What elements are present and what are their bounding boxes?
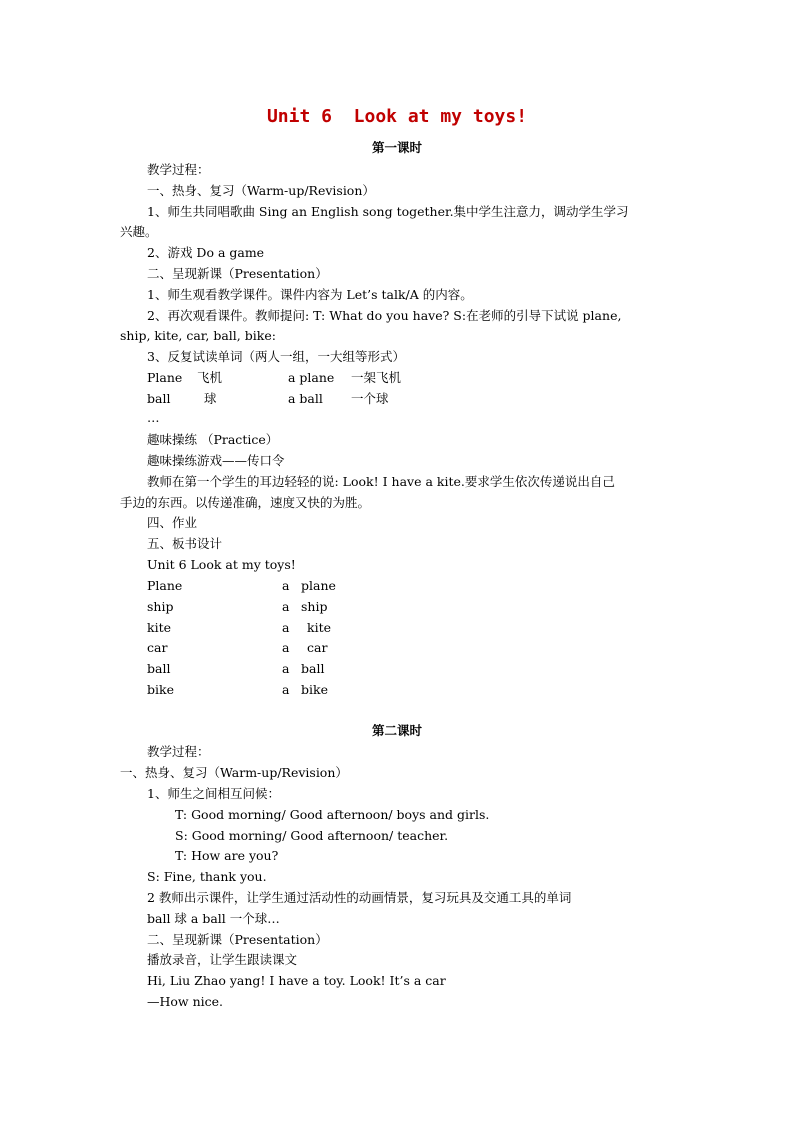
- lesson1-presentation-item2-cont: ship, kite, car, ball, bike:: [120, 328, 276, 343]
- board-noun: car: [307, 640, 328, 655]
- lesson1-process-label: 教学过程：: [147, 162, 210, 177]
- lesson1-board-design: 五、板书设计: [147, 536, 223, 551]
- board-word: ship: [147, 599, 174, 614]
- board-word: kite: [147, 620, 171, 635]
- board-word: car: [147, 640, 168, 655]
- lesson1-section-presentation: 二、呈现新课（Presentation）: [147, 266, 328, 281]
- vocab-word: ball: [147, 391, 171, 406]
- vocab-meaning: 飞机: [197, 370, 223, 385]
- board-article: a: [282, 661, 290, 676]
- document-title: Unit 6 Look at my toys!: [266, 106, 528, 127]
- lesson1-presentation-item1: 1、师生观看教学课件。课件内容为 Let’s talk/A 的内容。: [147, 287, 473, 302]
- board-title: Unit 6 Look at my toys!: [147, 557, 296, 572]
- vocab-meaning: 球: [204, 391, 217, 406]
- lesson2-text-line: Hi, Liu Zhao yang! I have a toy. Look! It’s a car: [147, 973, 446, 988]
- board-noun: bike: [301, 682, 328, 697]
- lesson1-game-desc: 教师在第一个学生的耳边轻轻的说: Look! I have a kite.要求学生依次传递说出自己: [147, 474, 615, 489]
- vocab-phrase-meaning: 一个球: [351, 391, 389, 406]
- board-article: a: [282, 640, 290, 655]
- board-article: a: [282, 578, 290, 593]
- vocab-word: Plane: [147, 370, 183, 385]
- lesson2-heading: 第二课时: [371, 723, 422, 738]
- lesson1-presentation-item2: 2、再次观看课件。教师提问: T: What do you have? S:在老师的引导下试说 plane,: [147, 308, 622, 323]
- board-noun: plane: [301, 578, 336, 593]
- lesson2-warmup-item1: 1、师生之间相互问候：: [147, 786, 280, 801]
- lesson1-heading: 第一课时: [371, 140, 422, 155]
- dialogue-line: T: Good morning/ Good afternoon/ boys and girls.: [175, 807, 490, 822]
- lesson1-warmup-item1: 1、师生共同唱歌曲 Sing an English song together.集中学生注意力，调动学生学习: [147, 204, 629, 219]
- lesson1-warmup-item1-cont: 兴趣。: [120, 224, 158, 239]
- board-noun: ball: [301, 661, 325, 676]
- dialogue-line: T: How are you?: [175, 848, 279, 863]
- lesson2-listen: 播放录音，让学生跟读课文: [147, 952, 298, 967]
- lesson1-practice: 趣味操练 （Practice）: [147, 432, 279, 447]
- lesson2-process-label: 教学过程：: [147, 744, 210, 759]
- vocab-phrase: a ball: [288, 391, 323, 406]
- board-article: a: [282, 599, 290, 614]
- lesson2-text-line: —How nice.: [147, 994, 224, 1009]
- board-article: a: [282, 620, 290, 635]
- lesson2-section-presentation: 二、呈现新课（Presentation）: [147, 932, 328, 947]
- board-article: a: [282, 682, 290, 697]
- lesson1-section-warmup: 一、热身、复习（Warm-up/Revision）: [147, 183, 375, 198]
- vocab-phrase-meaning: 一架飞机: [351, 370, 402, 385]
- lesson2-warmup-item2: 2 教师出示课件，让学生通过活动性的动画情景，复习玩具及交通工具的单词: [147, 890, 572, 905]
- lesson1-game: 趣味操练游戏——传口令: [147, 453, 285, 468]
- board-word: ball: [147, 661, 171, 676]
- board-noun: ship: [301, 599, 328, 614]
- ellipsis: …: [147, 410, 160, 425]
- lesson2-vocab-line: ball 球 a ball 一个球…: [147, 911, 280, 926]
- lesson1-game-desc-cont: 手边的东西。以传递准确，速度又快的为胜。: [120, 495, 371, 510]
- dialogue-line: S: Fine, thank you.: [147, 869, 267, 884]
- lesson1-homework: 四、作业: [147, 515, 198, 530]
- board-word: Plane: [147, 578, 183, 593]
- dialogue-line: S: Good morning/ Good afternoon/ teacher.: [175, 828, 449, 843]
- lesson1-presentation-item3: 3、反复试读单词（两人一组，一大组等形式）: [147, 349, 405, 364]
- lesson2-section-warmup: 一、热身、复习（Warm-up/Revision）: [120, 765, 348, 780]
- lesson1-warmup-item2: 2、游戏 Do a game: [147, 245, 265, 260]
- vocab-phrase: a plane: [288, 370, 335, 385]
- board-noun: kite: [307, 620, 331, 635]
- board-word: bike: [147, 682, 174, 697]
